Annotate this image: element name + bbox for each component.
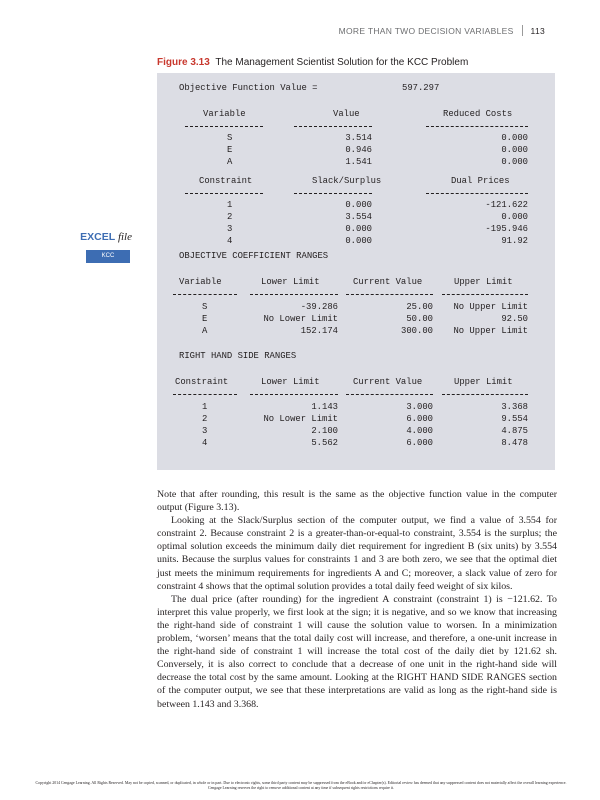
table-cell: 4.000 <box>406 426 433 436</box>
table-cell: 6.000 <box>406 414 433 424</box>
rule <box>294 126 372 127</box>
running-head <box>339 25 545 36</box>
table-cell: 3 <box>227 224 233 234</box>
rule <box>185 126 263 127</box>
table-cell: 9.554 <box>501 414 528 424</box>
paragraph: Note that after rounding, this result is the same as the objective function value in the computer output (Figure 3.13). <box>157 489 557 514</box>
table-cell: A <box>202 326 208 336</box>
table-cell: 0.000 <box>501 157 528 167</box>
table-cell: 4 <box>202 438 208 448</box>
table-cell: 3.000 <box>406 402 433 412</box>
file-badge: KCC <box>86 250 130 263</box>
rhs-header-upper: Upper Limit <box>454 377 513 387</box>
rhs-header-current: Current Value <box>353 377 423 387</box>
body-text <box>157 488 557 711</box>
var-header-reduced-costs: Reduced Costs <box>443 109 513 119</box>
figure-title: The Management Scientist Solution for the KCC Problem <box>215 57 469 68</box>
running-title: MORE THAN TWO DECISION VARIABLES <box>338 26 514 36</box>
table-cell: 300.00 <box>401 326 433 336</box>
table-cell: 152.174 <box>300 326 338 336</box>
table-cell: 4 <box>227 236 233 246</box>
table-cell: 0.000 <box>345 200 372 210</box>
var-header-value: Value <box>333 109 360 119</box>
excel-word: EXCEL <box>80 231 116 243</box>
rule <box>426 126 528 127</box>
rule <box>346 294 433 295</box>
table-cell: 2 <box>202 414 208 424</box>
paragraph: The dual price (after rounding) for the ingredient A constraint (constraint 1) is −121.62. To interpret this value properly, we first look at the sign; it is negative, and so we know that increasing the right-hand side of constraint 1 will cause the solution value to worsen. In a minimization problem, ‘worsen’ means that the total daily cost will increase, and therefore, a one-unit increase in the right-hand side of constraint 1 will increase the total cost of the daily diet by 121.62 sh. Conversely, it is also correct to conclude that a decrease of one unit in the right-hand side will decrease the total cost by the same amount. Looking at the RIGHT HAND SIDE RANGES section of the computer output, we see that these interpretations are valid as long as the right-hand side is between 1.143 and 3.368. <box>157 593 557 710</box>
rhs-ranges-title: RIGHT HAND SIDE RANGES <box>179 351 297 361</box>
table-cell: 0.000 <box>345 224 372 234</box>
rule <box>250 294 338 295</box>
header-divider <box>522 25 523 36</box>
table-cell: 1 <box>202 402 208 412</box>
con-header-slack: Slack/Surplus <box>312 176 382 186</box>
table-cell: S <box>202 302 208 312</box>
table-cell: 50.00 <box>406 314 433 324</box>
con-header-dual: Dual Prices <box>451 176 510 186</box>
table-cell: -39.286 <box>300 302 338 312</box>
table-cell: 5.562 <box>311 438 338 448</box>
table-cell: S <box>227 133 233 143</box>
table-cell: 4.875 <box>501 426 528 436</box>
table-cell: -195.946 <box>485 224 528 234</box>
table-cell: 1.143 <box>311 402 338 412</box>
rule <box>250 394 338 395</box>
objective-value: 597.297 <box>402 83 440 93</box>
solver-output-panel <box>157 73 555 470</box>
var-header-variable: Variable <box>203 109 246 119</box>
table-cell: -121.622 <box>485 200 528 210</box>
obj-header-variable: Variable <box>179 277 222 287</box>
table-cell: E <box>202 314 208 324</box>
obj-header-lower: Lower Limit <box>261 277 320 287</box>
table-cell: 25.00 <box>406 302 433 312</box>
obj-ranges-title: OBJECTIVE COEFFICIENT RANGES <box>179 251 329 261</box>
table-cell: 0.946 <box>345 145 372 155</box>
rule <box>426 193 528 194</box>
table-cell: 2 <box>227 212 233 222</box>
table-cell: 1 <box>227 200 233 210</box>
rule <box>294 193 372 194</box>
page-number: 113 <box>530 26 545 36</box>
table-cell: 92.50 <box>501 314 528 324</box>
table-cell: 3 <box>202 426 208 436</box>
table-cell: A <box>227 157 233 167</box>
table-cell: 0.000 <box>501 212 528 222</box>
rule <box>185 193 263 194</box>
table-cell: 0.000 <box>345 236 372 246</box>
file-word: file <box>117 231 132 243</box>
table-cell: 3.368 <box>501 402 528 412</box>
rule <box>442 394 528 395</box>
table-cell: 3.514 <box>345 133 372 143</box>
table-cell: 6.000 <box>406 438 433 448</box>
table-cell: 2.100 <box>311 426 338 436</box>
rhs-header-lower: Lower Limit <box>261 377 320 387</box>
table-cell: E <box>227 145 233 155</box>
con-header-constraint: Constraint <box>199 176 253 186</box>
rule <box>442 294 528 295</box>
table-cell: 0.000 <box>501 145 528 155</box>
table-cell: No Upper Limit <box>453 326 528 336</box>
rule <box>173 294 237 295</box>
table-cell: No Lower Limit <box>263 414 338 424</box>
objective-label: Objective Function Value = <box>179 83 318 93</box>
table-cell: 8.478 <box>501 438 528 448</box>
rule <box>173 394 237 395</box>
table-cell: 0.000 <box>501 133 528 143</box>
figure-caption <box>157 57 468 68</box>
table-cell: 91.92 <box>501 236 528 246</box>
obj-header-upper: Upper Limit <box>454 277 513 287</box>
rule <box>346 394 433 395</box>
table-cell: No Lower Limit <box>263 314 338 324</box>
obj-header-current: Current Value <box>353 277 423 287</box>
excel-file-label <box>42 231 132 243</box>
table-cell: 3.554 <box>345 212 372 222</box>
paragraph: Looking at the Slack/Surplus section of the computer output, we find a value of 3.554 for constraint 2. Because constraint 2 is a greater-than-or-equal-to constraint, 3.554 is the surplus; the optimal solution exceeds the minimum daily diet requirement for ingredient B (six units) by 3.554 units. Because the surplus values for constraints 1 and 3 are both zero, we see that the optimal diet just meets the minimum requirements for ingredients A and C; moreover, a slack value of zero for constraint 4 shows that the optimal solution provides a total daily feed weight of six kilos. <box>157 515 557 592</box>
table-cell: No Upper Limit <box>453 302 528 312</box>
table-cell: 1.541 <box>345 157 372 167</box>
rhs-header-constraint: Constraint <box>175 377 229 387</box>
figure-label: Figure 3.13 <box>157 57 210 68</box>
copyright-footer: Copyright 2014 Cengage Learning. All Rights Reserved. May not be copied, scanned, or duplicated, in whole or in part. Due to electronic rights, some third party content may be suppressed from the eBook and/or eChapter(s). Editorial review has deemed that any suppressed content does not materially affect the overall learning experience. Cengage Learning reserves the right to remove additional content at any time if subsequent rights restrictions require it. <box>35 781 567 790</box>
